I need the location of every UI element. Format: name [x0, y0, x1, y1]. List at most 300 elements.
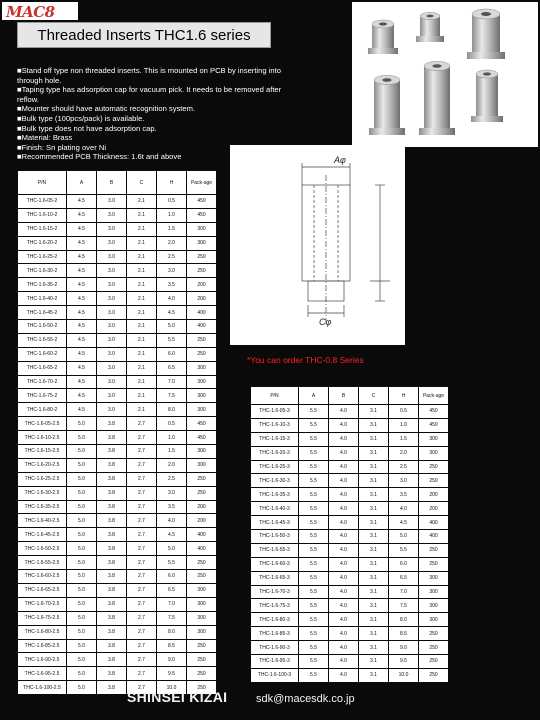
table-cell: 300: [419, 599, 449, 613]
table-cell: 300: [187, 583, 217, 597]
table-cell: 3.8: [97, 431, 127, 445]
table-cell: 4.5: [67, 403, 97, 417]
table-cell: 9.0: [157, 653, 187, 667]
table-cell: 300: [187, 236, 217, 250]
table-cell: 400: [187, 528, 217, 542]
table-cell: THC-1.6-60-2.5: [18, 570, 67, 584]
table-cell: 5.5: [299, 585, 329, 599]
table-cell: 4.0: [329, 571, 359, 585]
table-cell: 5.5: [299, 557, 329, 571]
table-cell: 450: [419, 405, 449, 419]
table-cell: 3.0: [97, 333, 127, 347]
page-title: Threaded Inserts THC1.6 series: [17, 22, 271, 48]
table-cell: THC-1.6-50-2: [18, 320, 67, 334]
table-cell: 2.0: [157, 458, 187, 472]
table-cell: 450: [187, 417, 217, 431]
table-cell: 4.0: [329, 474, 359, 488]
table-cell: THC-1.6-100-3: [251, 668, 299, 682]
table-cell: 3.0: [97, 278, 127, 292]
table-header-row: [18, 171, 217, 195]
table-cell: 5.0: [67, 681, 97, 695]
table-cell: 2.1: [127, 264, 157, 278]
table-row: [251, 418, 449, 432]
table-cell: THC-1.6-60-2: [18, 347, 67, 361]
table-cell: 3.0: [97, 375, 127, 389]
table-row: [18, 208, 217, 222]
table-cell: THC-1.6-55-2.5: [18, 556, 67, 570]
table-cell: 4.0: [329, 641, 359, 655]
table-cell: 5.0: [67, 611, 97, 625]
table-cell: THC-1.6-25-2: [18, 250, 67, 264]
table-row: [251, 627, 449, 641]
table-cell: 2.7: [127, 583, 157, 597]
table-cell: 300: [187, 611, 217, 625]
table-cell: 250: [187, 570, 217, 584]
table-cell: 2.7: [127, 417, 157, 431]
table-cell: 3.0: [97, 403, 127, 417]
table-cell: 2.1: [127, 361, 157, 375]
table-cell: 2.7: [127, 542, 157, 556]
table-cell: 5.5: [389, 543, 419, 557]
table-cell: 1.0: [157, 431, 187, 445]
table-cell: 400: [187, 306, 217, 320]
table-cell: 3.0: [97, 250, 127, 264]
table-cell: THC-1.6-45-2: [18, 306, 67, 320]
table-cell: 9.5: [389, 655, 419, 669]
table-cell: 4.5: [67, 195, 97, 209]
table-cell: 3.1: [359, 668, 389, 682]
table-cell: 300: [187, 445, 217, 459]
table-row: [18, 625, 217, 639]
table-cell: 3.8: [97, 681, 127, 695]
column-header: Pack-age: [187, 171, 217, 195]
table-cell: 3.0: [97, 292, 127, 306]
table-row: [251, 557, 449, 571]
table-cell: THC-1.6-75-2.5: [18, 611, 67, 625]
table-cell: 400: [419, 530, 449, 544]
insert-part: [467, 9, 505, 59]
table-row: [18, 514, 217, 528]
table-cell: 3.1: [359, 488, 389, 502]
table-cell: 5.0: [67, 500, 97, 514]
table-cell: 5.5: [299, 530, 329, 544]
table-cell: 3.0: [97, 361, 127, 375]
table-cell: 3.1: [359, 543, 389, 557]
table-cell: 450: [187, 208, 217, 222]
table-cell: 3.0: [97, 195, 127, 209]
table-cell: THC-1.6-40-2.5: [18, 514, 67, 528]
table-cell: 3.8: [97, 417, 127, 431]
table-cell: 3.1: [359, 418, 389, 432]
table-cell: 2.7: [127, 486, 157, 500]
table-cell: 4.5: [67, 320, 97, 334]
table-row: [18, 264, 217, 278]
table-cell: 4.0: [389, 502, 419, 516]
table-cell: THC-1.6-05-2.5: [18, 417, 67, 431]
table-cell: 300: [187, 403, 217, 417]
table-cell: 4.0: [329, 627, 359, 641]
table-cell: 5.5: [299, 432, 329, 446]
table-cell: 2.7: [127, 611, 157, 625]
table-cell: 2.1: [127, 333, 157, 347]
table-cell: 4.5: [67, 361, 97, 375]
table-cell: 5.0: [67, 583, 97, 597]
table-cell: 3.8: [97, 445, 127, 459]
table-row: [18, 431, 217, 445]
technical-drawing: [230, 145, 405, 345]
table-row: [18, 236, 217, 250]
table-cell: 7.5: [157, 611, 187, 625]
table-row: [18, 486, 217, 500]
dimension-label-a: Aφ: [334, 155, 346, 165]
table-cell: 250: [187, 333, 217, 347]
table-cell: THC-1.6-65-2: [18, 361, 67, 375]
column-header: A: [67, 171, 97, 195]
table-cell: THC-1.6-45-2.5: [18, 528, 67, 542]
table-cell: 2.7: [127, 597, 157, 611]
table-cell: 4.0: [329, 585, 359, 599]
table-cell: 5.0: [67, 486, 97, 500]
table-cell: 4.0: [329, 599, 359, 613]
table-cell: 5.0: [67, 639, 97, 653]
insert-part: [416, 12, 444, 42]
note-line: ■Recommended PCB Thickness: 1.6t and above: [17, 152, 182, 162]
table-cell: 2.7: [127, 667, 157, 681]
table-cell: 4.0: [329, 502, 359, 516]
table-cell: 5.0: [67, 570, 97, 584]
table-cell: 3.8: [97, 528, 127, 542]
table-cell: 4.5: [157, 528, 187, 542]
table-row: [18, 361, 217, 375]
table-cell: 4.0: [329, 613, 359, 627]
table-cell: 7.5: [157, 389, 187, 403]
table-cell: THC-1.6-70-2: [18, 375, 67, 389]
table-cell: THC-1.6-80-3: [251, 613, 299, 627]
table-cell: 200: [419, 502, 449, 516]
table-cell: 3.8: [97, 625, 127, 639]
table-cell: 2.1: [127, 222, 157, 236]
table-cell: 5.5: [299, 405, 329, 419]
insert-part: [471, 70, 503, 122]
table-cell: THC-1.6-05-2: [18, 195, 67, 209]
table-cell: THC-1.6-90-2.5: [18, 653, 67, 667]
table-cell: 2.0: [389, 446, 419, 460]
spec-table-right: [250, 386, 449, 683]
note-line: ■Taping type has adsorption cap for vacuum pick. It needs to be removed after: [17, 85, 282, 95]
table-cell: 2.1: [127, 375, 157, 389]
table-cell: THC-1.6-30-2: [18, 264, 67, 278]
table-cell: THC-1.6-10-2: [18, 208, 67, 222]
table-cell: 5.0: [67, 514, 97, 528]
table-cell: 5.5: [157, 333, 187, 347]
table-cell: 3.0: [97, 264, 127, 278]
table-cell: 5.0: [67, 431, 97, 445]
table-row: [251, 474, 449, 488]
table-cell: 5.5: [299, 613, 329, 627]
table-cell: 250: [419, 641, 449, 655]
table-cell: 250: [419, 655, 449, 669]
table-cell: 3.5: [157, 500, 187, 514]
table-cell: 2.7: [127, 500, 157, 514]
table-cell: 3.0: [389, 474, 419, 488]
table-cell: 2.5: [157, 250, 187, 264]
table-cell: THC-1.6-95-2.5: [18, 667, 67, 681]
table-cell: 4.5: [67, 292, 97, 306]
table-cell: 2.0: [157, 236, 187, 250]
insert-part: [368, 20, 398, 54]
table-row: [18, 306, 217, 320]
table-cell: 5.0: [157, 542, 187, 556]
table-cell: 3.0: [97, 208, 127, 222]
column-header: C: [359, 387, 389, 405]
table-cell: 7.0: [157, 597, 187, 611]
table-cell: THC-1.6-45-3: [251, 516, 299, 530]
table-row: [251, 502, 449, 516]
table-cell: 6.5: [389, 571, 419, 585]
table-cell: THC-1.6-05-3: [251, 405, 299, 419]
table-cell: 5.5: [299, 543, 329, 557]
table-cell: THC-1.6-70-3: [251, 585, 299, 599]
table-cell: 8.5: [389, 627, 419, 641]
table-cell: 2.1: [127, 403, 157, 417]
table-cell: 3.5: [389, 488, 419, 502]
threaded-inserts-illustration: [352, 2, 538, 147]
table-cell: 7.5: [389, 599, 419, 613]
table-cell: 5.0: [67, 458, 97, 472]
table-row: [18, 445, 217, 459]
table-cell: 9.5: [157, 667, 187, 681]
note-line: ■Material: Brass: [17, 133, 73, 143]
column-header: P/N: [18, 171, 67, 195]
table-cell: 4.0: [329, 668, 359, 682]
table-cell: 450: [187, 431, 217, 445]
table-cell: 8.0: [389, 613, 419, 627]
table-cell: 3.0: [97, 222, 127, 236]
table-cell: 4.0: [329, 530, 359, 544]
table-row: [251, 613, 449, 627]
table-cell: 200: [187, 500, 217, 514]
table-cell: 4.0: [329, 405, 359, 419]
column-header: H: [157, 171, 187, 195]
order-note: *You can order THC-0.8 Series: [247, 355, 364, 365]
note-line: ■Mounter should have automatic recognition system.: [17, 104, 196, 114]
column-header: B: [97, 171, 127, 195]
note-line: through hole.: [17, 75, 62, 85]
table-cell: 3.8: [97, 486, 127, 500]
table-row: [18, 583, 217, 597]
table-cell: THC-1.6-35-3: [251, 488, 299, 502]
table-cell: THC-1.6-50-2.5: [18, 542, 67, 556]
table-row: [18, 222, 217, 236]
table-row: [18, 375, 217, 389]
table-cell: 6.0: [157, 570, 187, 584]
table-cell: 2.1: [127, 236, 157, 250]
table-row: [18, 556, 217, 570]
company-logo: [2, 2, 78, 20]
table-cell: 450: [419, 418, 449, 432]
table-cell: 200: [187, 514, 217, 528]
table-row: [18, 389, 217, 403]
table-cell: 2.1: [127, 306, 157, 320]
table-cell: 2.7: [127, 556, 157, 570]
table-cell: 4.0: [329, 460, 359, 474]
table-cell: 3.8: [97, 653, 127, 667]
table-cell: 2.1: [127, 320, 157, 334]
table-cell: 250: [187, 264, 217, 278]
table-cell: 1.0: [157, 208, 187, 222]
table-cell: 9.0: [389, 641, 419, 655]
table-cell: THC-1.6-20-2: [18, 236, 67, 250]
table-cell: 200: [419, 488, 449, 502]
table-cell: 5.5: [157, 556, 187, 570]
table-row: [251, 405, 449, 419]
table-cell: 250: [187, 556, 217, 570]
table-cell: THC-1.6-35-2: [18, 278, 67, 292]
table-cell: 4.5: [389, 516, 419, 530]
table-cell: THC-1.6-50-3: [251, 530, 299, 544]
column-header: Pack-age: [419, 387, 449, 405]
table-cell: 5.0: [67, 542, 97, 556]
table-cell: 2.7: [127, 625, 157, 639]
logo-text: MAC8: [6, 3, 55, 21]
contact-email[interactable]: sdk@macesdk.co.jp: [256, 693, 355, 705]
table-cell: 3.1: [359, 557, 389, 571]
table-cell: 300: [419, 613, 449, 627]
table-row: [18, 653, 217, 667]
table-cell: 3.0: [97, 347, 127, 361]
table-cell: THC-1.6-85-2.5: [18, 639, 67, 653]
table-cell: 250: [419, 474, 449, 488]
table-row: [251, 668, 449, 682]
table-cell: THC-1.6-15-2.5: [18, 445, 67, 459]
table-cell: 300: [187, 458, 217, 472]
table-cell: THC-1.6-25-3: [251, 460, 299, 474]
table-cell: 3.1: [359, 599, 389, 613]
table-row: [251, 446, 449, 460]
table-cell: 300: [419, 432, 449, 446]
table-row: [18, 292, 217, 306]
table-cell: 4.5: [67, 306, 97, 320]
table-row: [18, 320, 217, 334]
table-cell: 3.1: [359, 571, 389, 585]
table-row: [251, 530, 449, 544]
table-cell: 2.7: [127, 514, 157, 528]
table-cell: 5.0: [67, 528, 97, 542]
table-cell: THC-1.6-65-2.5: [18, 583, 67, 597]
product-photo: [352, 2, 538, 147]
table-cell: 3.8: [97, 556, 127, 570]
table-cell: 3.0: [97, 320, 127, 334]
table-row: [251, 516, 449, 530]
table-cell: 4.5: [67, 264, 97, 278]
column-header: B: [329, 387, 359, 405]
spec-table-left: [17, 170, 217, 695]
table-cell: 2.5: [157, 472, 187, 486]
insert-part: [419, 61, 455, 135]
table-cell: THC-1.6-55-3: [251, 543, 299, 557]
table-cell: 5.0: [157, 320, 187, 334]
table-cell: THC-1.6-25-2.5: [18, 472, 67, 486]
table-cell: 4.5: [67, 236, 97, 250]
table-row: [18, 347, 217, 361]
table-cell: THC-1.6-70-2.5: [18, 597, 67, 611]
table-cell: 8.0: [157, 403, 187, 417]
table-cell: 3.5: [157, 278, 187, 292]
table-cell: 3.1: [359, 474, 389, 488]
table-cell: 7.0: [157, 375, 187, 389]
table-cell: 2.7: [127, 653, 157, 667]
table-cell: THC-1.6-15-2: [18, 222, 67, 236]
table-cell: 4.5: [67, 222, 97, 236]
table-row: [18, 611, 217, 625]
table-cell: 3.0: [97, 389, 127, 403]
table-cell: THC-1.6-30-2.5: [18, 486, 67, 500]
table-cell: 250: [187, 653, 217, 667]
table-cell: 7.0: [389, 585, 419, 599]
column-header: A: [299, 387, 329, 405]
table-cell: 0.5: [157, 195, 187, 209]
table-cell: 3.1: [359, 446, 389, 460]
table-cell: 3.1: [359, 627, 389, 641]
table-cell: THC-1.6-40-3: [251, 502, 299, 516]
table-cell: 5.5: [299, 668, 329, 682]
table-cell: 5.5: [299, 599, 329, 613]
table-cell: 2.7: [127, 458, 157, 472]
table-row: [18, 500, 217, 514]
table-row: [18, 667, 217, 681]
table-cell: 2.7: [127, 681, 157, 695]
table-cell: THC-1.6-40-2: [18, 292, 67, 306]
insert-part: [369, 75, 405, 135]
table-cell: 3.8: [97, 458, 127, 472]
table-cell: 3.0: [97, 306, 127, 320]
table-row: [18, 597, 217, 611]
table-cell: 1.0: [389, 418, 419, 432]
table-cell: 5.5: [299, 627, 329, 641]
table-cell: 3.1: [359, 641, 389, 655]
table-cell: 300: [419, 571, 449, 585]
note-line: ■Bulk type does not have adsorption cap.: [17, 123, 157, 133]
table-cell: 450: [187, 195, 217, 209]
table-cell: 4.0: [329, 655, 359, 669]
table-row: [251, 641, 449, 655]
table-cell: 5.0: [67, 472, 97, 486]
table-cell: 3.8: [97, 639, 127, 653]
table-row: [18, 195, 217, 209]
table-row: [251, 543, 449, 557]
table-cell: 2.1: [127, 347, 157, 361]
table-cell: 4.0: [157, 292, 187, 306]
table-cell: 250: [187, 667, 217, 681]
table-cell: 5.0: [67, 556, 97, 570]
table-cell: 300: [187, 361, 217, 375]
table-cell: 5.5: [299, 516, 329, 530]
table-row: [18, 458, 217, 472]
table-cell: 3.8: [97, 472, 127, 486]
table-cell: 2.1: [127, 278, 157, 292]
table-cell: 3.1: [359, 585, 389, 599]
table-cell: 4.5: [157, 306, 187, 320]
table-cell: 250: [419, 557, 449, 571]
table-cell: 6.5: [157, 583, 187, 597]
table-cell: 3.0: [157, 264, 187, 278]
table-cell: 3.1: [359, 405, 389, 419]
table-cell: 5.5: [299, 641, 329, 655]
table-cell: 2.1: [127, 250, 157, 264]
table-cell: 300: [419, 446, 449, 460]
table-cell: THC-1.6-15-3: [251, 432, 299, 446]
table-row: [18, 278, 217, 292]
